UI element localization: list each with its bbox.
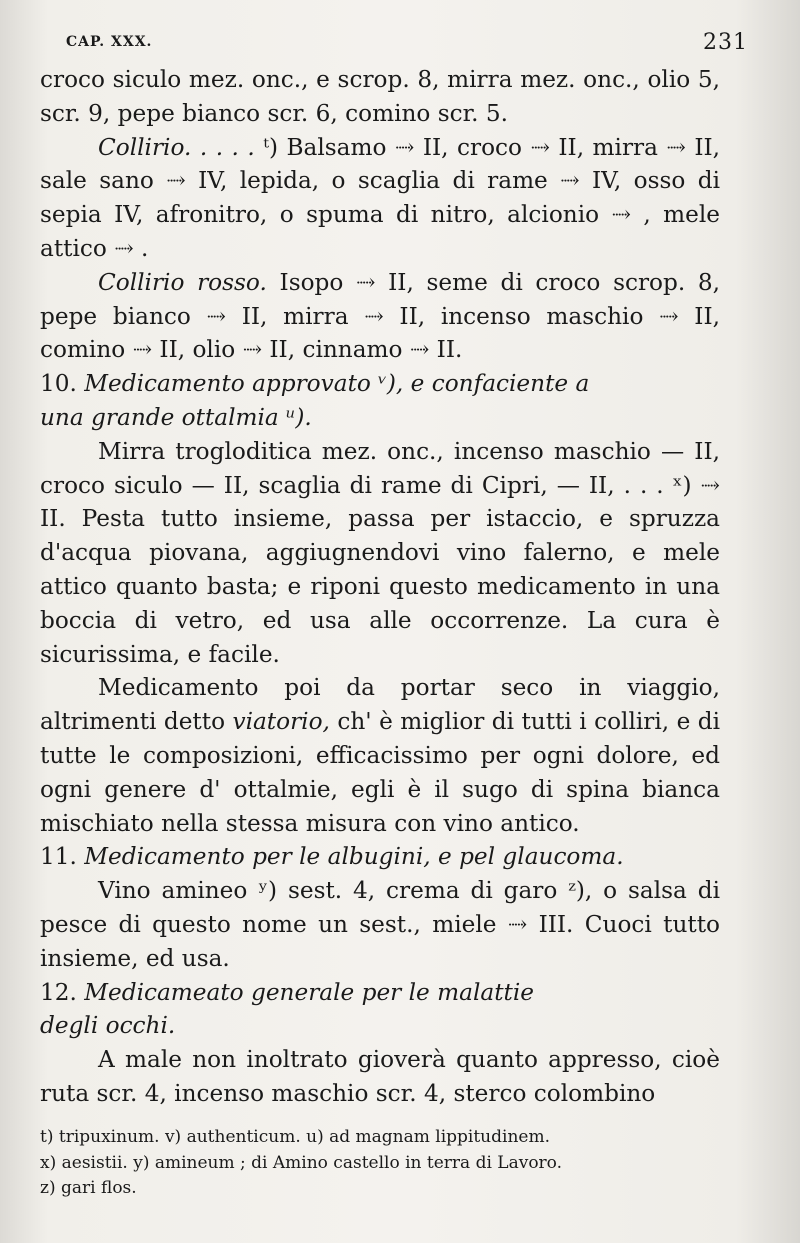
paragraph: A male non inoltrato gioverà quanto appresso, cioè ruta scr. 4, incenso maschio scr. 4, sterco colombino xyxy=(40,1046,720,1107)
recipe-text: Isopo ⤑ II, seme di croco scrop. 8, pepe bianco ⤑ II, mirra ⤑ II, incenso maschio ⤑ II, comino ⤑ II, olio ⤑ II, cinnamo ⤑ II. xyxy=(40,268,721,364)
section-heading xyxy=(40,367,720,401)
running-head xyxy=(66,30,748,56)
paragraph xyxy=(40,131,720,266)
paragraph xyxy=(40,671,720,840)
paragraph xyxy=(40,266,720,367)
section-heading xyxy=(40,840,720,874)
section-number: 11. xyxy=(40,843,77,871)
chapter-heading: CAP. XXX. xyxy=(66,34,153,50)
footnotes xyxy=(40,1125,720,1202)
section-heading-continued xyxy=(40,1009,720,1043)
section-number: 12. xyxy=(40,978,77,1006)
page-body xyxy=(40,63,720,1111)
paragraph: Mirra trogloditica mez. onc., incenso maschio — II, croco siculo — II, scaglia di rame di Cipri, — II, . . . ˣ) ⤑ II. Pesta tutto insieme, passa per istaccio, e spruzza d'acqua piovana, aggiugnendovi vino falerno, e mele attico quanto basta; e riponi questo medicamento in una boccia di vetro, ed usa alle occorrenze. La cura è sicurissima, e facile. xyxy=(40,437,720,668)
section-number: 10. xyxy=(40,370,77,398)
section-title: una grande ottalmia ᵘ). xyxy=(40,403,312,431)
page-number: 231 xyxy=(703,30,748,55)
paragraph: Vino amineo ʸ) sest. 4, crema di garo ᶻ), o salsa di pesce di questo nome un sest., miele ⤑ III. Cuoci tutto insieme, ed usa. xyxy=(40,877,720,972)
paragraph: croco siculo mez. onc., e scrop. 8, mirra mez. onc., olio 5, scr. 9, pepe bianco scr. 6, comino scr. 5. xyxy=(40,66,720,127)
footnote-line: x) aesistii. y) amineum ; di Amino castello in terra di Lavoro. xyxy=(40,1152,563,1173)
paragraph-text: Medicamento poi da portar seco in viaggio, altrimenti detto xyxy=(40,674,720,736)
section-title: degli occhi. xyxy=(40,1012,176,1040)
paragraph-text: ch' è miglior di tutti i colliri, e di tutte le composizioni, efficacissimo per ogni dolore, ed ogni genere d' ottalmie, egli è il sugo di spina bianca mischiato nella stessa misura con vino antico. xyxy=(40,708,720,837)
footnote-line: z) gari flos. xyxy=(40,1178,137,1198)
recipe-title: Collirio. . . . . xyxy=(98,133,255,161)
section-title: Medicameato generale per le malattie xyxy=(84,978,534,1006)
recipe-title: Collirio rosso. xyxy=(98,268,267,296)
section-title: Medicamento approvato ᵛ), e confaciente a xyxy=(84,370,590,398)
section-heading xyxy=(40,976,720,1010)
italic-term: viatorio, xyxy=(232,708,330,736)
section-heading-continued xyxy=(40,401,720,435)
section-title: Medicamento per le albugini, e pel glaucoma. xyxy=(84,843,624,871)
footnote-line: t) tripuxinum. v) authenticum. u) ad magnam lippitudinem. xyxy=(40,1127,550,1147)
recipe-text: ᵗ) Balsamo ⤑ II, croco ⤑ II, mirra ⤑ II, sale sano ⤑ IV, lepida, o scaglia di rame ⤑ IV, osso di sepia IV, afronitro, o spuma di nitro, alcionio ⤑ , mele attico ⤑ . xyxy=(40,133,721,262)
